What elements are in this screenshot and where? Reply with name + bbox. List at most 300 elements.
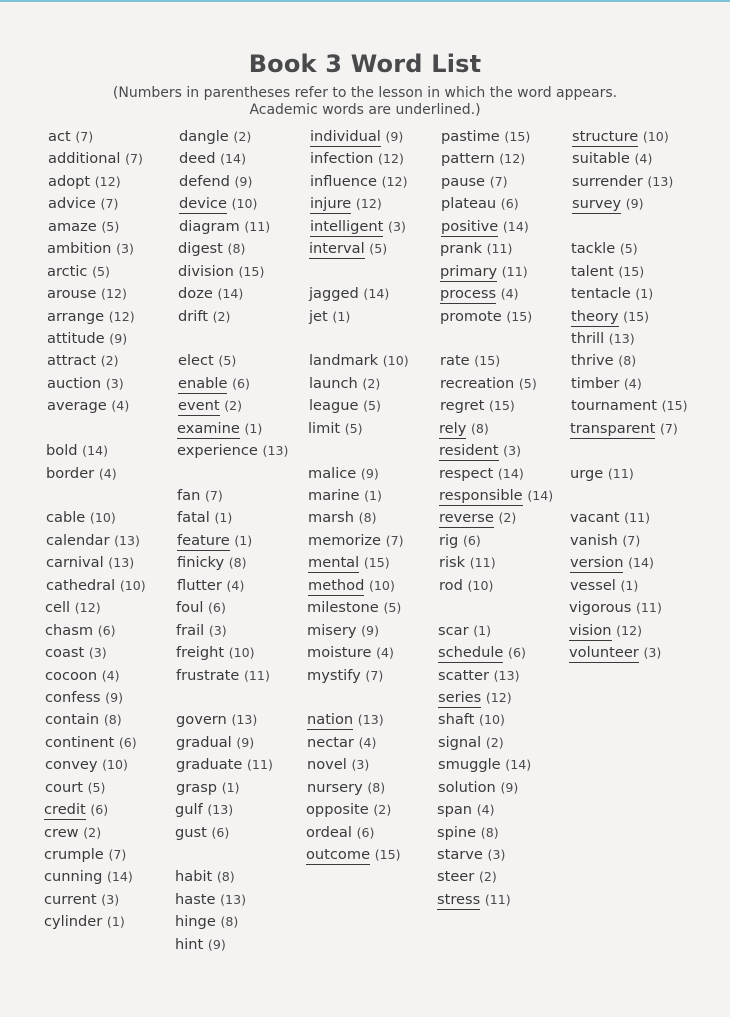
lesson-number: (2)	[224, 398, 243, 414]
word-entry	[179, 216, 314, 238]
word: infection	[310, 150, 374, 168]
lesson-number: (15)	[661, 398, 688, 414]
lesson-number: (9)	[105, 689, 124, 705]
word: fatal	[177, 509, 210, 527]
academic-word: enable	[178, 374, 228, 392]
word-entry	[440, 395, 576, 417]
lesson-number: (4)	[634, 151, 653, 167]
word: average	[47, 397, 107, 415]
word: auction	[47, 374, 102, 392]
word-entry	[440, 261, 576, 283]
word-entry	[48, 126, 183, 148]
lesson-number: (10)	[89, 510, 116, 526]
word-entry	[44, 822, 183, 844]
lesson-number: (1)	[221, 779, 240, 795]
word: cathedral	[46, 576, 116, 594]
lesson-number: (5)	[518, 375, 537, 391]
word-entry	[437, 844, 576, 866]
word-entry	[437, 866, 576, 888]
word: dangle	[179, 128, 229, 145]
word: hint	[175, 935, 204, 953]
word: frustrate	[176, 666, 240, 684]
word: league	[309, 397, 359, 415]
word-entry	[439, 552, 576, 574]
lesson-number: (5)	[383, 600, 402, 616]
word: span	[437, 801, 473, 819]
lesson-number: (11)	[469, 555, 496, 571]
word: steer	[437, 868, 475, 886]
word: amaze	[48, 217, 97, 235]
word-entry	[308, 530, 445, 552]
lesson-number: (9)	[385, 129, 404, 144]
lesson-number: (9)	[109, 330, 128, 346]
word: attract	[47, 352, 97, 370]
lesson-number: (1)	[332, 308, 351, 324]
word-entry	[439, 440, 576, 462]
word: vanish	[570, 531, 618, 549]
word-entry	[46, 552, 183, 574]
academic-word: stress	[437, 890, 481, 908]
lesson-number: (5)	[369, 241, 388, 257]
lesson-number: (7)	[622, 532, 641, 548]
word-entry	[439, 575, 576, 597]
word-entry	[439, 463, 576, 485]
lesson-number: (2)	[233, 129, 252, 144]
word-entry	[308, 418, 445, 440]
word-column-5	[569, 126, 707, 665]
lesson-number: (1)	[244, 420, 263, 436]
word-entry	[308, 507, 445, 529]
word: court	[45, 778, 83, 796]
lesson-number: (2)	[478, 869, 497, 885]
word-entry	[45, 665, 183, 687]
academic-word: resident	[439, 442, 499, 460]
word: scatter	[438, 666, 489, 684]
word-entry	[570, 530, 707, 552]
lesson-number: (15)	[488, 398, 515, 414]
word: experience	[177, 442, 258, 460]
lesson-number: (12)	[616, 622, 643, 638]
section-gap	[572, 485, 707, 507]
word: signal	[438, 733, 482, 751]
word-entry	[307, 642, 445, 664]
lesson-number: (2)	[498, 510, 517, 526]
lesson-number: (3)	[487, 847, 506, 862]
academic-word: volunteer	[569, 644, 639, 662]
word-entry	[175, 911, 314, 933]
word-entry	[45, 642, 183, 664]
word: calendar	[46, 531, 110, 549]
word: shaft	[438, 711, 475, 729]
word: deed	[179, 150, 216, 168]
word: border	[46, 464, 95, 482]
word-column-2	[175, 126, 314, 956]
academic-word: interval	[309, 240, 365, 258]
word: regret	[440, 397, 485, 415]
word-entry	[570, 552, 707, 574]
lesson-number: (14)	[363, 286, 390, 302]
word: thrive	[571, 352, 614, 370]
lesson-number: (7)	[125, 151, 143, 167]
lesson-number: (4)	[226, 577, 245, 593]
word-entry	[438, 687, 576, 709]
word: memorize	[308, 531, 382, 549]
word: current	[44, 890, 97, 908]
lesson-number: (13)	[231, 712, 258, 728]
lesson-number: (12)	[499, 151, 526, 167]
section-gap	[179, 463, 314, 485]
word: rig	[439, 531, 459, 549]
word-entry	[177, 575, 314, 597]
word-entry	[179, 171, 314, 193]
academic-word: mental	[308, 554, 360, 572]
lesson-number: (15)	[374, 847, 401, 862]
lesson-number: (5)	[92, 263, 110, 279]
academic-word: method	[308, 576, 365, 594]
word-entry	[307, 709, 445, 731]
academic-word: examine	[177, 419, 240, 437]
word: milestone	[307, 599, 379, 617]
word-entry	[440, 373, 576, 395]
academic-word: process	[440, 285, 497, 303]
word-entry	[47, 261, 183, 283]
word: spine	[437, 823, 477, 841]
section-gap	[572, 216, 707, 238]
word: convey	[45, 756, 98, 774]
lesson-number: (3)	[643, 645, 662, 661]
lesson-number: (10)	[467, 577, 494, 593]
word-entry	[46, 440, 183, 462]
lesson-number: (12)	[94, 173, 121, 189]
word-entry	[48, 148, 183, 170]
word-entry	[47, 283, 183, 305]
academic-word: survey	[572, 195, 622, 213]
word-entry	[48, 216, 183, 238]
word: mystify	[307, 666, 361, 684]
word: defend	[179, 172, 230, 190]
word: promote	[440, 307, 502, 325]
word-entry	[45, 687, 183, 709]
word-entry	[177, 485, 314, 507]
lesson-number: (15)	[623, 308, 650, 324]
word: confess	[45, 688, 101, 706]
word-entry	[47, 238, 183, 260]
word-entry	[439, 507, 576, 529]
word: surrender	[572, 172, 643, 190]
lesson-number: (6)	[90, 802, 109, 818]
word-entry	[306, 822, 445, 844]
word: hinge	[175, 913, 216, 931]
lesson-number: (3)	[388, 218, 406, 234]
lesson-number: (11)	[244, 218, 271, 234]
lesson-number: (10)	[382, 353, 409, 369]
lesson-number: (8)	[228, 555, 247, 571]
word-entry	[310, 148, 445, 170]
lesson-number: (2)	[485, 734, 504, 750]
section-gap	[179, 844, 314, 866]
lesson-number: (4)	[98, 465, 117, 481]
word: haste	[175, 890, 216, 908]
lesson-number: (5)	[101, 218, 120, 234]
lesson-number: (4)	[101, 667, 120, 683]
lesson-number: (6)	[118, 734, 137, 750]
academic-word: intelligent	[310, 217, 384, 235]
academic-word: primary	[440, 262, 498, 280]
section-gap	[310, 261, 445, 283]
lesson-number: (6)	[356, 824, 375, 840]
academic-word: theory	[571, 307, 619, 325]
word-entry	[307, 620, 445, 642]
word-entry	[179, 193, 314, 215]
word-entry	[308, 575, 445, 597]
lesson-number: (1)	[473, 622, 492, 638]
word-entry	[309, 373, 445, 395]
word: bold	[46, 442, 78, 460]
lesson-number: (15)	[238, 263, 265, 279]
word: jet	[309, 307, 328, 325]
word-entry	[571, 306, 707, 328]
word-entry	[176, 777, 314, 799]
lesson-number: (13)	[114, 532, 140, 548]
word: talent	[571, 262, 614, 280]
word-entry	[307, 754, 445, 776]
word-entry	[306, 799, 445, 821]
word-entry	[175, 866, 314, 888]
lesson-number: (5)	[619, 241, 638, 257]
lesson-number: (7)	[660, 420, 678, 436]
word-entry	[440, 350, 576, 372]
word: urge	[570, 464, 604, 482]
lesson-number: (14)	[527, 488, 554, 503]
word-entry	[307, 777, 445, 799]
lesson-number: (8)	[216, 869, 235, 885]
word: respect	[439, 464, 494, 482]
academic-word: credit	[44, 801, 86, 819]
lesson-number: (6)	[211, 824, 230, 840]
lesson-number: (8)	[358, 510, 377, 526]
word-entry	[571, 283, 707, 305]
word-entry	[308, 463, 445, 485]
lesson-number: (13)	[108, 555, 135, 571]
word: contain	[45, 711, 100, 729]
lesson-number: (15)	[363, 555, 390, 571]
word: ordeal	[306, 823, 352, 841]
word: cable	[46, 509, 86, 527]
word-entry	[176, 597, 314, 619]
word: continent	[45, 733, 115, 751]
academic-word: version	[570, 554, 624, 572]
lesson-number: (7)	[204, 488, 223, 503]
word: division	[178, 262, 234, 280]
subtitle-line-1: (Numbers in parentheses refer to the lesson in which the word appears.	[112, 85, 618, 101]
word-entry	[310, 216, 445, 238]
lesson-number: (5)	[87, 779, 106, 795]
word: arctic	[47, 262, 88, 280]
section-gap	[572, 440, 707, 462]
lesson-number: (10)	[119, 577, 146, 593]
academic-word: schedule	[438, 644, 504, 662]
lesson-number: (3)	[351, 757, 370, 773]
word: solution	[438, 778, 496, 796]
section-gap	[48, 418, 183, 440]
lesson-number: (3)	[88, 645, 107, 661]
word: recreation	[440, 374, 515, 392]
lesson-number: (1)	[214, 510, 233, 526]
word: advice	[48, 195, 96, 213]
word-entry	[48, 193, 183, 215]
word-entry	[440, 306, 576, 328]
lesson-number: (4)	[111, 398, 130, 414]
lesson-number: (5)	[344, 420, 363, 436]
word: arrange	[47, 307, 105, 325]
word-entry	[438, 665, 576, 687]
word-entry	[570, 507, 707, 529]
word: finicky	[177, 554, 225, 572]
lesson-number: (1)	[635, 286, 654, 302]
word: diagram	[179, 217, 240, 235]
word: rod	[439, 576, 463, 594]
word-entry	[177, 552, 314, 574]
word: starve	[437, 846, 483, 863]
word: marine	[308, 487, 360, 504]
word-entry	[310, 193, 445, 215]
word: pause	[441, 172, 486, 190]
lesson-number: (15)	[474, 353, 501, 369]
word: risk	[439, 554, 466, 572]
word: pattern	[441, 150, 495, 168]
word-column-3	[306, 126, 445, 866]
word-entry	[45, 597, 183, 619]
lesson-number: (2)	[100, 353, 119, 369]
word-entry	[441, 171, 576, 193]
word: foul	[176, 599, 204, 617]
lesson-number: (1)	[234, 532, 253, 548]
word: gradual	[176, 733, 232, 751]
word-entry	[438, 754, 576, 776]
lesson-number: (8)	[618, 353, 637, 369]
section-gap	[179, 687, 314, 709]
word: thrill	[571, 329, 605, 347]
word: opposite	[306, 801, 369, 819]
word: malice	[308, 464, 357, 482]
word-entry	[438, 709, 576, 731]
academic-word: reverse	[439, 509, 494, 527]
word-entry	[441, 216, 576, 238]
word: marsh	[308, 509, 355, 527]
word-entry	[307, 665, 445, 687]
top-accent-line	[0, 0, 730, 2]
lesson-number: (3)	[105, 375, 124, 391]
word: additional	[48, 150, 121, 168]
word-entry	[45, 620, 183, 642]
lesson-number: (11)	[247, 757, 273, 773]
word-entry	[569, 642, 707, 664]
lesson-number: (3)	[116, 241, 134, 257]
lesson-number: (10)	[228, 645, 255, 661]
lesson-number: (3)	[101, 891, 120, 907]
word-entry	[46, 463, 183, 485]
lesson-number: (12)	[108, 308, 135, 324]
word-entry	[176, 642, 314, 664]
academic-word: rely	[439, 419, 467, 437]
word-entry	[47, 306, 183, 328]
academic-word: injure	[310, 195, 352, 213]
lesson-number: (8)	[367, 779, 386, 795]
word-entry	[177, 418, 314, 440]
section-gap	[179, 328, 314, 350]
word-entry	[46, 507, 183, 529]
word: grasp	[176, 778, 218, 796]
word: graduate	[176, 756, 243, 774]
lesson-number: (14)	[106, 869, 133, 885]
word: nectar	[307, 733, 354, 751]
word: prank	[440, 240, 482, 258]
word-entry	[176, 665, 314, 687]
word-entry	[440, 238, 576, 260]
word-entry	[45, 709, 183, 731]
lesson-number: (11)	[607, 465, 634, 481]
lesson-number: (12)	[101, 286, 127, 302]
word-entry	[176, 732, 314, 754]
lesson-number: (2)	[83, 824, 102, 840]
word: coast	[45, 644, 85, 662]
word-entry	[176, 754, 314, 776]
word: frail	[176, 621, 205, 639]
word-entry	[572, 193, 707, 215]
lesson-number: (14)	[628, 555, 654, 571]
word-entry	[176, 620, 314, 642]
word: tentacle	[571, 285, 631, 303]
lesson-number: (13)	[647, 173, 674, 189]
lesson-number: (4)	[476, 802, 495, 818]
lesson-number: (10)	[479, 712, 505, 728]
lesson-number: (10)	[369, 577, 395, 593]
word: govern	[176, 711, 227, 729]
word-entry	[175, 822, 314, 844]
word: timber	[571, 374, 620, 392]
word-entry	[308, 552, 445, 574]
section-gap	[48, 485, 183, 507]
word-entry	[309, 395, 445, 417]
word-entry	[178, 306, 314, 328]
word-entry	[569, 597, 707, 619]
word-entry	[441, 126, 576, 148]
word-entry	[44, 844, 183, 866]
word-entry	[48, 171, 183, 193]
word: vacant	[570, 509, 620, 527]
word-entry	[570, 418, 707, 440]
word-column-4	[437, 126, 576, 911]
word-entry	[44, 866, 183, 888]
word-entry	[571, 350, 707, 372]
lesson-number: (15)	[504, 129, 531, 144]
word: fan	[177, 487, 201, 504]
word: scar	[438, 621, 469, 639]
word: tournament	[571, 397, 658, 415]
word-entry	[571, 395, 707, 417]
word-entry	[45, 732, 183, 754]
word: rate	[440, 352, 470, 370]
word-entry	[175, 889, 314, 911]
lesson-number: (1)	[620, 577, 639, 593]
academic-word: positive	[441, 217, 499, 235]
lesson-number: (9)	[236, 734, 255, 750]
lesson-number: (13)	[220, 891, 246, 907]
word: cunning	[44, 868, 103, 886]
word-entry	[441, 193, 576, 215]
word-entry	[439, 485, 576, 507]
word: chasm	[45, 621, 94, 639]
